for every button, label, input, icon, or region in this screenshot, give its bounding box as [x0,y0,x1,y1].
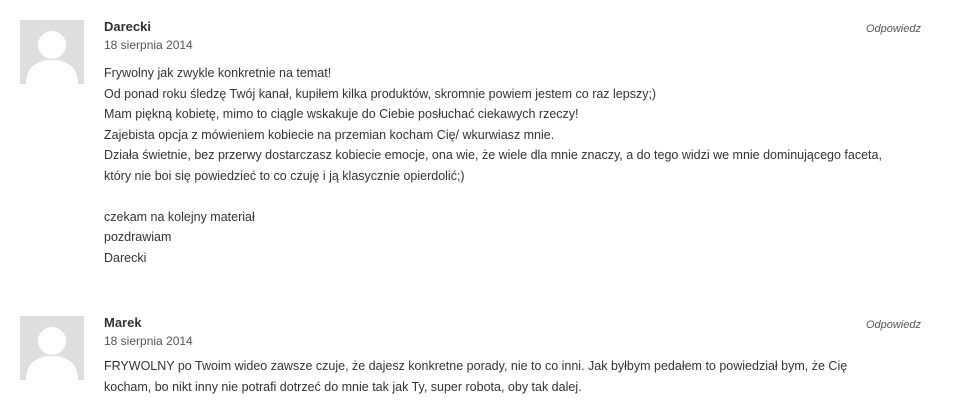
comment-text-line: Mam piękną kobietę, mimo to ciągle wskakuje do Ciebie posłuchać ciekawych rzeczy! [104,107,579,121]
comment-paragraph [104,356,934,397]
comment-text-line: pozdrawiam [104,230,172,244]
default-avatar-icon [20,20,84,84]
default-avatar-icon [20,316,84,380]
comment-date[interactable]: 18 sierpnia 2014 [104,38,193,52]
comment-text-line: Działa świetnie, bez przerwy dostarczasz kobiecie emocje, ona wie, że wiele dla mnie znaczy, a do tego widzi we mnie dominującego faceta, [104,148,882,162]
reply-link[interactable]: Odpowiedz [865,23,921,35]
comment-text-line: Od ponad roku śledzę Twój kanał, kupiłem kilka produktów, skromnie powiem jestem co raz lepszy;) [104,86,657,101]
comment-body [104,63,934,268]
comment-author[interactable]: Darecki [104,19,151,34]
comment-date[interactable]: 18 sierpnia 2014 [104,334,193,348]
comment-paragraph [104,207,934,269]
comment-text-line: kocham, bo nikt inny nie potrafi dotrzeć do mnie tak jak Ty, super robota, oby tak dalej. [104,379,582,394]
avatar [20,20,84,84]
avatar [20,316,84,380]
comment-text-line: Darecki [104,250,147,265]
comment-author[interactable]: Marek [104,315,142,330]
comment-text-line: Frywolny jak zwykle konkretnie na temat! [104,66,332,80]
comment-body [104,356,934,397]
comment-text-line: czekam na kolejny materiał [104,209,255,224]
reply-link[interactable]: Odpowiedz [865,319,921,331]
comment-text-line: który nie boi się powiedzieć to co czuję i ją klasycznie opierdolić;) [104,168,465,183]
comment-text-line: Zajebista opcja z mówieniem kobiecie na przemian kocham Cię/ wkurwiasz mnie. [104,127,555,142]
comment-text-line: FRYWOLNY po Twoim wideo zawsze czuje, że dajesz konkretne porady, nie to co inni. Jak byłbym pedałem to powiedział bym, że Cię [104,359,848,373]
comment-paragraph [104,63,934,186]
